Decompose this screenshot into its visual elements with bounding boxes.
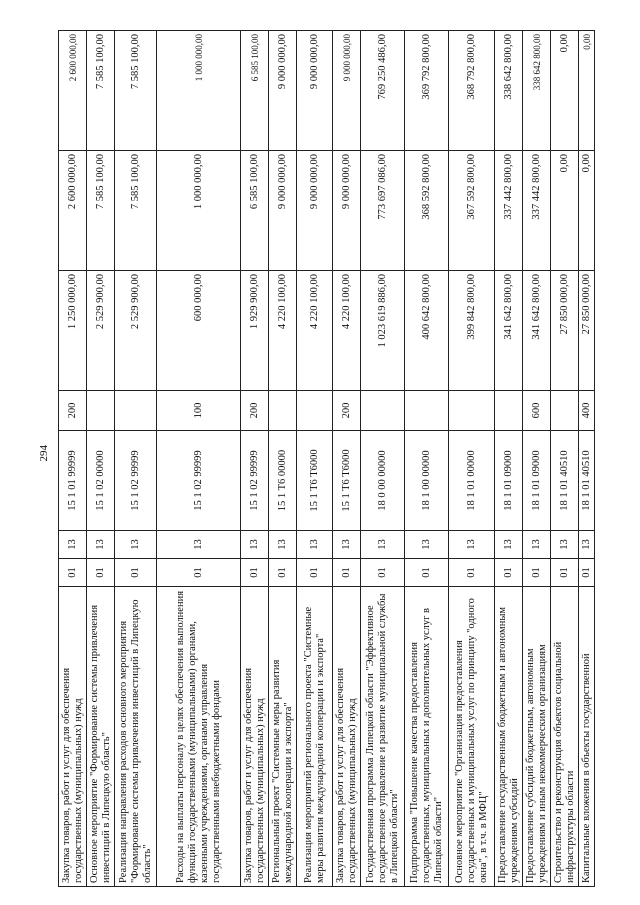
row-name: Региональный проект "Системные меры развития международной кооперации и экспорта" [268, 586, 296, 886]
row-expense-type: 200 [240, 390, 268, 430]
row-ved-code: 01 [296, 558, 332, 586]
row-target-article: 18 1 01 40510 [550, 430, 578, 530]
row-section-code: 13 [268, 530, 296, 558]
row-amount-year3: 7 585 100,00 [114, 30, 156, 150]
row-name: Предоставление субсидий бюджетным, автономным учреждениям и иным некоммерческим организациям [522, 586, 550, 886]
row-section-code: 13 [156, 530, 240, 558]
table-row [86, 30, 114, 886]
row-name: Реализация мероприятий регионального проекта "Системные меры развития международной кооперации и экспорта" [296, 586, 332, 886]
table-row [268, 30, 296, 886]
table-row [58, 30, 86, 886]
row-target-article: 18 1 01 40510 [578, 430, 594, 530]
row-expense-type: 100 [156, 390, 240, 430]
row-target-article: 18 1 01 09000 [522, 430, 550, 530]
row-expense-type [448, 390, 494, 430]
row-amount-year1: 27 850 000,00 [550, 270, 578, 390]
row-amount-year1: 400 642 800,00 [404, 270, 448, 390]
row-name: Закупка товаров, работ и услуг для обеспечения государственных (муниципальных) нужд [240, 586, 268, 886]
row-amount-year1: 27 850 000,00 [578, 270, 594, 390]
row-target-article: 15 1 01 99999 [58, 430, 86, 530]
row-amount-year1: 4 220 100,00 [296, 270, 332, 390]
row-amount-year2: 6 585 100,00 [240, 150, 268, 270]
row-section-code: 13 [58, 530, 86, 558]
row-amount-year3: 2 600 000,00 [58, 30, 86, 150]
row-amount-year2: 337 442 800,00 [494, 150, 522, 270]
row-amount-year2: 9 000 000,00 [296, 150, 332, 270]
row-target-article: 15 1 T6 T6000 [332, 430, 360, 530]
row-target-article: 15 1 T6 00000 [268, 430, 296, 530]
row-section-code: 13 [404, 530, 448, 558]
row-expense-type [360, 390, 404, 430]
row-name: Основное мероприятие "Формирование системы привлечения инвестиций в Липецкую область" [86, 586, 114, 886]
row-ved-code: 01 [448, 558, 494, 586]
row-amount-year2: 1 000 000,00 [156, 150, 240, 270]
row-target-article: 18 1 00 00000 [404, 430, 448, 530]
row-amount-year2: 9 000 000,00 [268, 150, 296, 270]
row-amount-year2: 367 592 800,00 [448, 150, 494, 270]
row-amount-year3: 0,00 [578, 30, 594, 150]
row-amount-year1: 4 220 100,00 [332, 270, 360, 390]
row-section-code: 13 [494, 530, 522, 558]
row-amount-year3: 769 250 486,00 [360, 30, 404, 150]
row-section-code: 13 [360, 530, 404, 558]
row-ved-code: 01 [578, 558, 594, 586]
row-amount-year2: 0,00 [578, 150, 594, 270]
row-ved-code: 01 [240, 558, 268, 586]
table-row [404, 30, 448, 886]
row-amount-year2: 7 585 100,00 [114, 150, 156, 270]
row-amount-year1: 2 529 900,00 [114, 270, 156, 390]
table-row [494, 30, 522, 886]
row-ved-code: 01 [58, 558, 86, 586]
row-amount-year3: 338 642 800,00 [494, 30, 522, 150]
row-name: Расходы на выплаты персоналу в целях обеспечения выполнения функций государственными (муниципальными) органами, казенными учреждениями, органами управления государственными внебюджетными фондами [156, 586, 240, 886]
row-name: Закупка товаров, работ и услуг для обеспечения государственных (муниципальных) нужд [58, 586, 86, 886]
row-ved-code: 01 [86, 558, 114, 586]
row-ved-code: 01 [550, 558, 578, 586]
row-amount-year3: 369 792 800,00 [404, 30, 448, 150]
row-ved-code: 01 [156, 558, 240, 586]
row-amount-year3: 368 792 800,00 [448, 30, 494, 150]
row-name: Закупка товаров, работ и услуг для обеспечения государственных (муниципальных) нужд [332, 586, 360, 886]
row-ved-code: 01 [494, 558, 522, 586]
row-amount-year3: 338 642 800,00 [522, 30, 550, 150]
table-row [156, 30, 240, 886]
row-target-article: 15 1 T6 T6000 [296, 430, 332, 530]
row-section-code: 13 [296, 530, 332, 558]
row-amount-year1: 341 642 800,00 [494, 270, 522, 390]
row-name: Подпрограмма "Повышение качества предоставления государственных, муниципальных и дополнительных услуг в Липецкой области" [404, 586, 448, 886]
row-expense-type [550, 390, 578, 430]
row-target-article: 15 1 02 99999 [240, 430, 268, 530]
table-row [550, 30, 578, 886]
row-amount-year2: 7 585 100,00 [86, 150, 114, 270]
row-name: Реализация направления расходов основного мероприятия "Формирование системы привлечения инвестиций в Липецкую область" [114, 586, 156, 886]
row-amount-year1: 399 842 800,00 [448, 270, 494, 390]
row-amount-year3: 9 000 000,00 [332, 30, 360, 150]
row-expense-type: 200 [58, 390, 86, 430]
row-expense-type [86, 390, 114, 430]
budget-table [58, 30, 595, 887]
row-expense-type [296, 390, 332, 430]
row-section-code: 13 [86, 530, 114, 558]
row-name: Основное мероприятие "Организация предоставления государственных и муниципальных услуг по принципу "одного окна", в т.ч. в МФЦ" [448, 586, 494, 886]
row-ved-code: 01 [360, 558, 404, 586]
row-section-code: 13 [448, 530, 494, 558]
row-section-code: 13 [114, 530, 156, 558]
row-amount-year1: 1 023 619 886,00 [360, 270, 404, 390]
row-section-code: 13 [240, 530, 268, 558]
row-section-code: 13 [332, 530, 360, 558]
row-ved-code: 01 [404, 558, 448, 586]
row-target-article: 15 1 02 99999 [114, 430, 156, 530]
row-ved-code: 01 [114, 558, 156, 586]
row-target-article: 15 1 02 00000 [86, 430, 114, 530]
row-amount-year1: 600 000,00 [156, 270, 240, 390]
row-expense-type [114, 390, 156, 430]
row-amount-year2: 337 442 800,00 [522, 150, 550, 270]
row-expense-type [494, 390, 522, 430]
row-amount-year3: 0,00 [550, 30, 578, 150]
row-section-code: 13 [578, 530, 594, 558]
table-row [578, 30, 594, 886]
row-expense-type: 600 [522, 390, 550, 430]
table-row [114, 30, 156, 886]
row-expense-type: 200 [332, 390, 360, 430]
table-row [296, 30, 332, 886]
row-target-article: 18 1 01 09000 [494, 430, 522, 530]
row-ved-code: 01 [332, 558, 360, 586]
row-target-article: 15 1 02 99999 [156, 430, 240, 530]
row-section-code: 13 [522, 530, 550, 558]
row-name: Строительство и реконструкция объектов социальной инфраструктуры области [550, 586, 578, 886]
row-amount-year2: 9 000 000,00 [332, 150, 360, 270]
row-amount-year2: 773 697 086,00 [360, 150, 404, 270]
row-amount-year1: 1 250 000,00 [58, 270, 86, 390]
row-expense-type [268, 390, 296, 430]
row-section-code: 13 [550, 530, 578, 558]
page-number: 294 [38, 445, 50, 462]
table-row [332, 30, 360, 886]
row-name: Предоставление государственным бюджетным и автономным учреждениям субсидий [494, 586, 522, 886]
row-amount-year3: 6 585 100,00 [240, 30, 268, 150]
row-expense-type [404, 390, 448, 430]
row-amount-year1: 341 642 800,00 [522, 270, 550, 390]
table-row [448, 30, 494, 886]
row-amount-year2: 2 600 000,00 [58, 150, 86, 270]
row-amount-year1: 4 220 100,00 [268, 270, 296, 390]
row-expense-type: 400 [578, 390, 594, 430]
table-row [240, 30, 268, 886]
row-amount-year3: 7 585 100,00 [86, 30, 114, 150]
row-amount-year3: 9 000 000,00 [268, 30, 296, 150]
table-row [360, 30, 404, 886]
row-amount-year3: 1 000 000,00 [156, 30, 240, 150]
table-row [522, 30, 550, 886]
row-amount-year1: 2 529 900,00 [86, 270, 114, 390]
row-target-article: 18 0 00 00000 [360, 430, 404, 530]
row-amount-year2: 368 592 800,00 [404, 150, 448, 270]
row-ved-code: 01 [522, 558, 550, 586]
row-target-article: 18 1 01 00000 [448, 430, 494, 530]
row-name: Государственная программа Липецкой области "Эффективное государственное управление и развитие муниципальной службы в Липецкой области" [360, 586, 404, 886]
row-ved-code: 01 [268, 558, 296, 586]
row-amount-year2: 0,00 [550, 150, 578, 270]
row-name: Капитальные вложения в объекты государственной [578, 586, 594, 886]
row-amount-year1: 1 929 900,00 [240, 270, 268, 390]
row-amount-year3: 9 000 000,00 [296, 30, 332, 150]
